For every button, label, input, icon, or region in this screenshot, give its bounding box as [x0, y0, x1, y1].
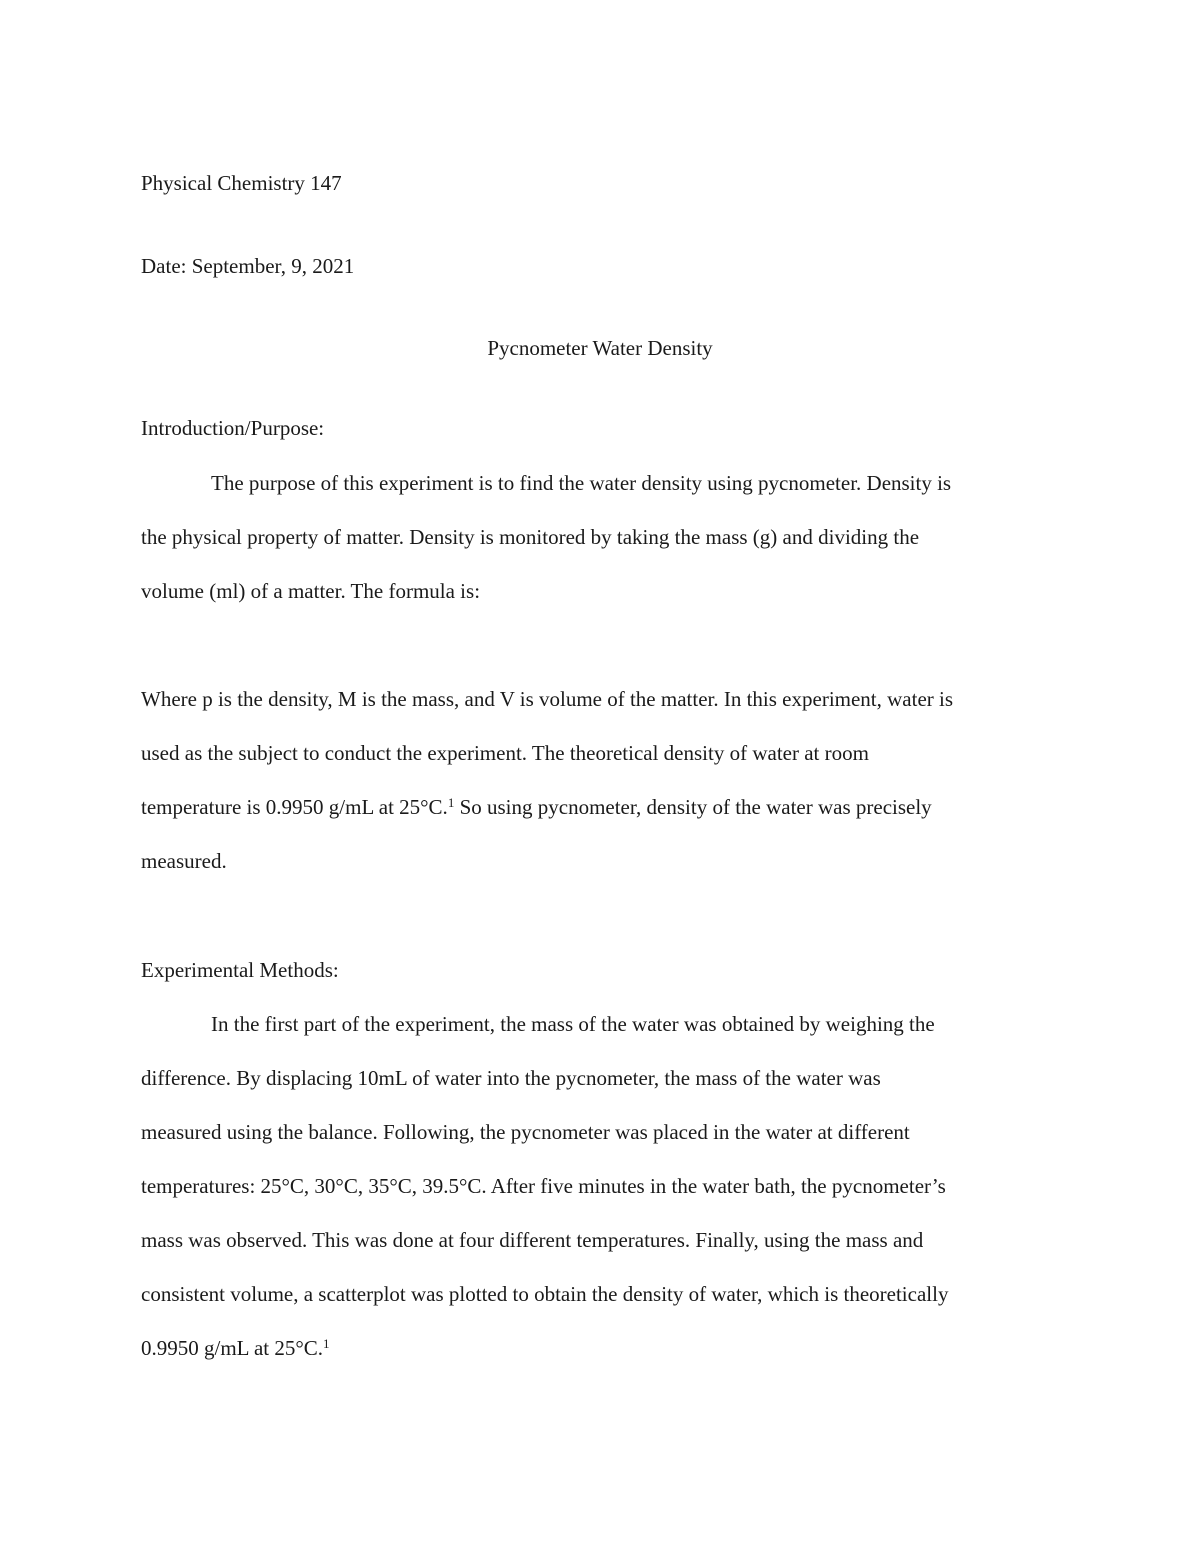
- intro-line-1: The purpose of this experiment is to find the water density using pycnometer. Density is: [211, 471, 952, 495]
- date-line: Date: September, 9, 2021: [141, 254, 355, 278]
- intro-line-7: measured.: [141, 849, 227, 873]
- document-title: Pycnometer Water Density: [487, 336, 713, 360]
- intro-line-6-end: So using pycnometer, density of the water was precisely: [454, 795, 932, 819]
- footnote-ref: 1: [323, 1336, 330, 1351]
- methods-line-7: [141, 1335, 330, 1361]
- methods-line-2: difference. By displacing 10mL of water into the pycnometer, the mass of the water was: [141, 1066, 881, 1090]
- intro-line-3: volume (ml) of a matter. The formula is:: [141, 579, 481, 603]
- footnote-ref: 1: [447, 795, 455, 810]
- methods-line-5: mass was observed. This was done at four different temperatures. Finally, using the mass and: [141, 1228, 924, 1252]
- intro-line-2: the physical property of matter. Density is monitored by taking the mass (g) and dividing the: [141, 525, 920, 549]
- methods-line-1: In the first part of the experiment, the mass of the water was obtained by weighing the: [211, 1012, 935, 1036]
- intro-line-4: Where p is the density, M is the mass, and V is volume of the matter. In this experiment, water is: [141, 687, 954, 711]
- methods-line-6: consistent volume, a scatterplot was plotted to obtain the density of water, which is theoretically: [141, 1282, 949, 1306]
- course-name: Physical Chemistry 147: [141, 171, 342, 195]
- intro-line-5: used as the subject to conduct the experiment. The theoretical density of water at room: [141, 741, 869, 765]
- introduction-heading: Introduction/Purpose:: [141, 416, 325, 440]
- methods-line-3: measured using the balance. Following, the pycnometer was placed in the water at different: [141, 1120, 910, 1144]
- intro-line-6: [141, 794, 932, 820]
- intro-line-6-start: temperature is 0.9950 g/mL at 25°C.: [141, 795, 448, 819]
- methods-line-7-text: 0.9950 g/mL at 25°C.: [141, 1336, 324, 1360]
- methods-heading: Experimental Methods:: [141, 958, 339, 982]
- methods-line-4: temperatures: 25°C, 30°C, 35°C, 39.5°C. After five minutes in the water bath, the pycnometer’s: [141, 1174, 946, 1198]
